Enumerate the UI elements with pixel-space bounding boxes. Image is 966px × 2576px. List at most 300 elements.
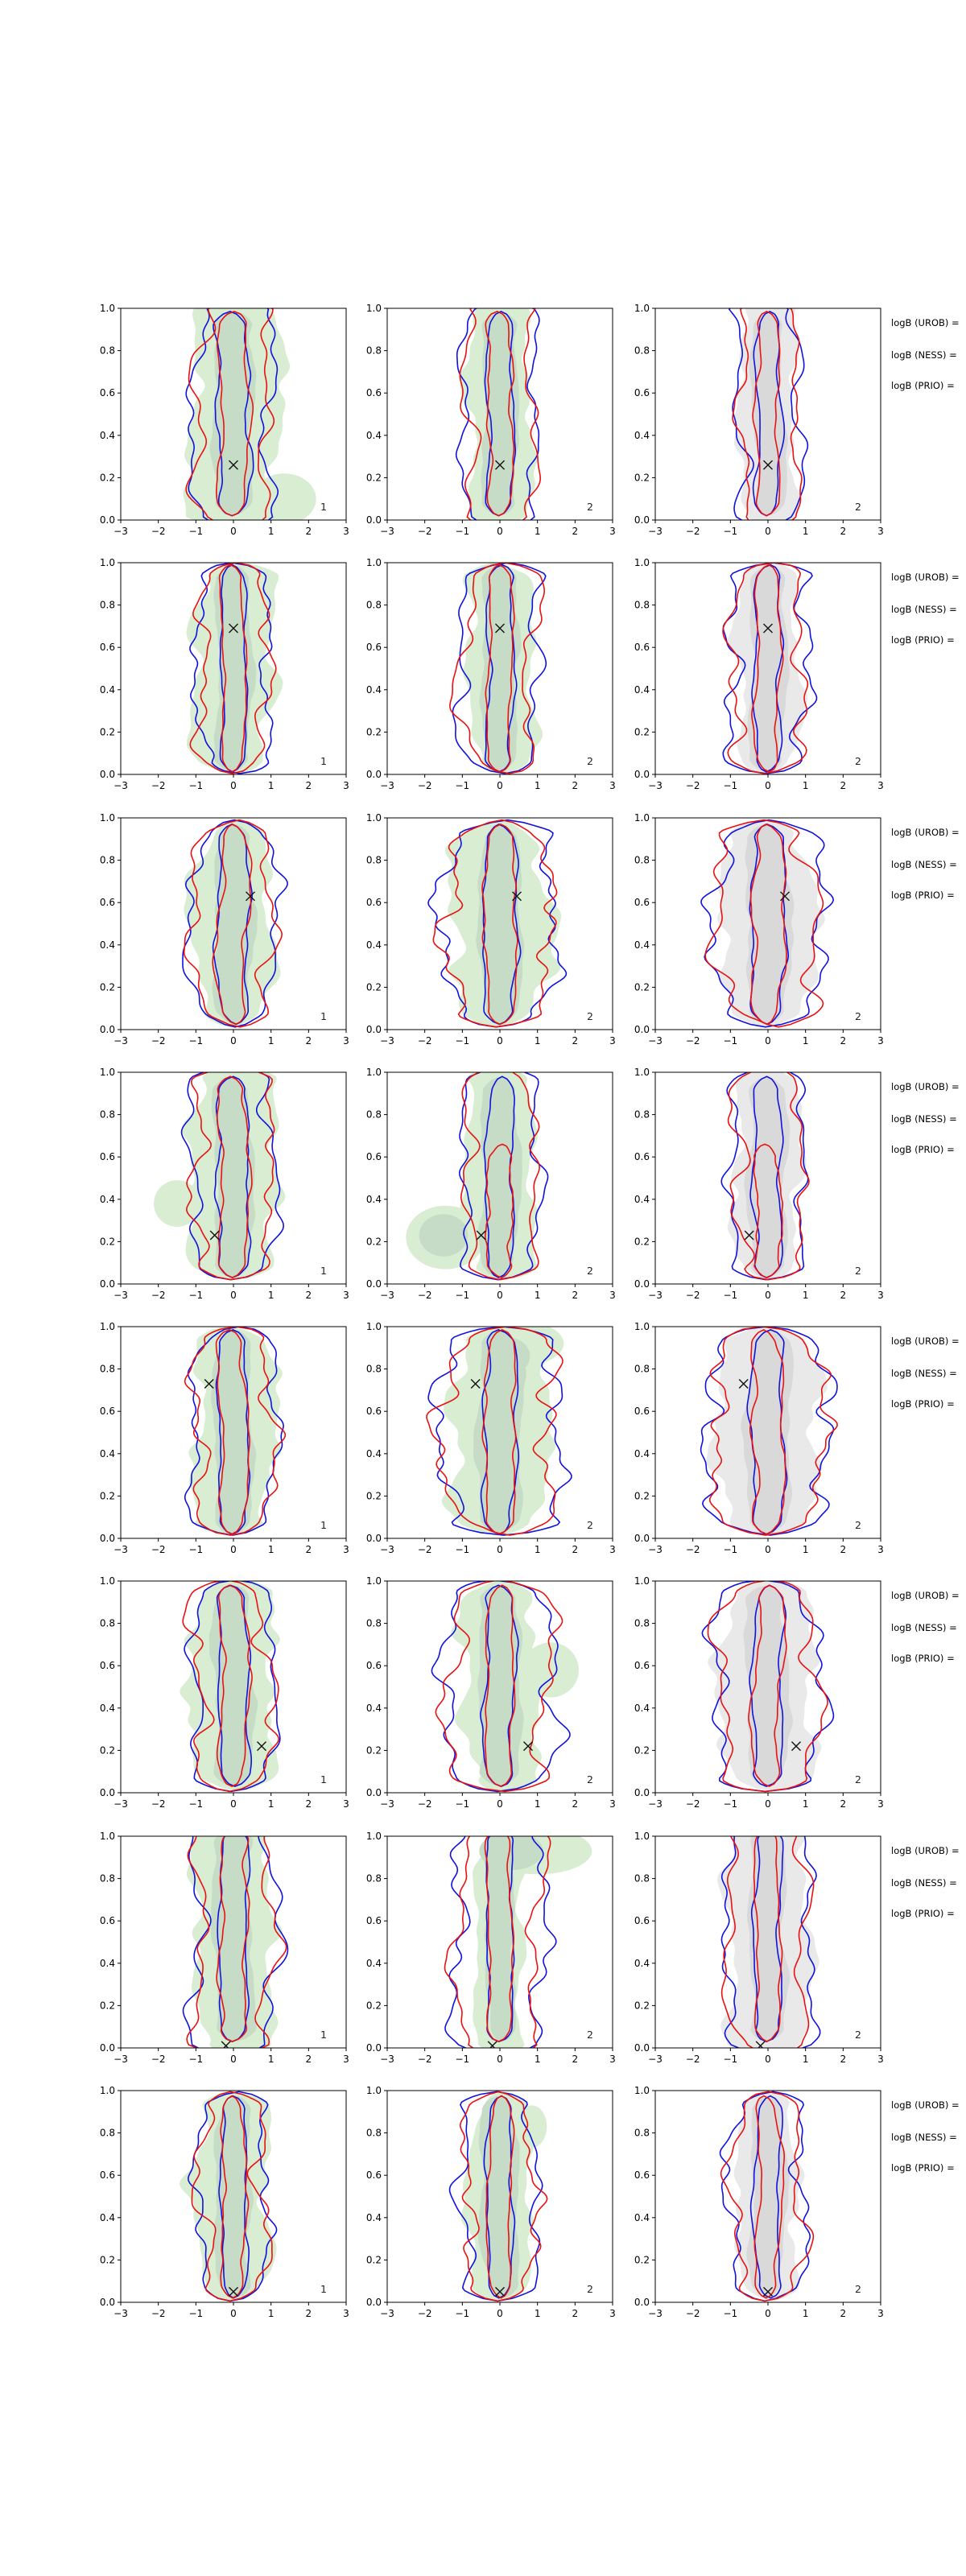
y-tick-label: 1.0 xyxy=(99,1831,115,1842)
y-tick-label: 0.2 xyxy=(365,981,382,993)
y-tick-label: 0.6 xyxy=(365,897,382,909)
y-tick-label: 0.4 xyxy=(365,939,382,951)
y-tick-label: 0.0 xyxy=(634,1533,650,1544)
x-tick-label: 2 xyxy=(840,526,847,537)
x-tick-label: 2 xyxy=(572,2054,579,2065)
y-tick-label: 0.6 xyxy=(634,1660,650,1672)
x-tick-label: −1 xyxy=(455,1798,470,1810)
y-tick-label: 0.4 xyxy=(99,2211,115,2223)
x-tick-label: −1 xyxy=(188,1290,204,1301)
x-tick-label: 3 xyxy=(609,526,616,537)
y-tick-label: 0.0 xyxy=(99,1787,115,1798)
y-tick-label: 0.8 xyxy=(99,345,115,357)
y-tick-label: 0.6 xyxy=(99,897,115,909)
y-tick-label: 0.2 xyxy=(634,472,650,484)
x-tick-label: −2 xyxy=(685,526,700,537)
x-tick-label: 0 xyxy=(765,2054,771,2065)
x-tick-label: −2 xyxy=(417,1290,432,1301)
x-tick-label: −1 xyxy=(723,2054,738,2065)
x-tick-label: 1 xyxy=(267,1544,275,1555)
plot-area xyxy=(701,820,833,1027)
x-tick-label: −1 xyxy=(188,1544,204,1555)
x-tick-label: −2 xyxy=(417,526,432,537)
panel-index-label: 2 xyxy=(855,1265,861,1277)
panel-r6-c3 xyxy=(623,1575,889,1820)
x-tick-label: −2 xyxy=(417,2054,432,2065)
x-tick-label: 3 xyxy=(877,526,884,537)
y-tick-label: 0.0 xyxy=(634,1024,650,1035)
y-tick-label: 0.0 xyxy=(365,1024,382,1035)
x-tick-label: −1 xyxy=(723,1290,738,1301)
y-tick-label: 0.4 xyxy=(99,429,115,441)
y-tick-label: 0.2 xyxy=(634,726,650,738)
x-tick-label: 0 xyxy=(497,780,503,791)
x-tick-label: 3 xyxy=(343,1290,349,1301)
x-tick-label: 0 xyxy=(765,1798,771,1810)
side-label-prio-row8: logB (PRIO) = xyxy=(891,2162,955,2174)
y-tick-label: 0.8 xyxy=(634,1363,650,1375)
x-tick-label: −3 xyxy=(380,1290,394,1301)
x-tick-label: 2 xyxy=(305,2054,312,2065)
x-tick-label: −1 xyxy=(455,526,470,537)
y-tick-label: 0.2 xyxy=(365,1236,382,1248)
side-label-ness-row3: logB (NESS) = xyxy=(891,859,957,870)
y-tick-label: 0.2 xyxy=(634,2000,650,2012)
plot-area xyxy=(721,1066,809,1280)
panel-r3-c1 xyxy=(89,811,354,1057)
y-tick-label: 0.2 xyxy=(365,1490,382,1502)
x-tick-label: −3 xyxy=(380,2308,394,2319)
x-tick-label: 2 xyxy=(305,1035,312,1046)
panel-r8-c3 xyxy=(623,2084,889,2330)
side-label-urob-row4: logB (UROB) = xyxy=(891,1081,960,1092)
plot-area xyxy=(180,2091,277,2301)
side-label-ness-row6: logB (NESS) = xyxy=(891,1622,957,1633)
x-tick-label: 3 xyxy=(343,2054,349,2065)
x-tick-label: −1 xyxy=(455,1544,470,1555)
panel-index-label: 2 xyxy=(587,2029,593,2041)
y-tick-label: 0.0 xyxy=(99,1278,115,1290)
x-tick-label: 3 xyxy=(877,2054,884,2065)
x-tick-label: 3 xyxy=(609,2308,616,2319)
density-fill-blob xyxy=(517,2105,547,2148)
x-tick-label: 1 xyxy=(267,1798,275,1810)
x-tick-label: 3 xyxy=(343,1798,349,1810)
panel-r7-c1 xyxy=(89,1830,354,2075)
side-label-prio-row3: logB (PRIO) = xyxy=(891,890,955,901)
panel-index-label: 2 xyxy=(855,1519,861,1531)
side-label-prio-row4: logB (PRIO) = xyxy=(891,1144,955,1155)
panel-index-label: 2 xyxy=(855,1773,861,1785)
y-tick-label: 1.0 xyxy=(365,303,382,314)
panel-r4-c1 xyxy=(89,1066,354,1311)
x-tick-label: 2 xyxy=(840,1290,847,1301)
y-tick-label: 0.4 xyxy=(365,1702,382,1714)
y-tick-label: 0.6 xyxy=(99,1660,115,1672)
x-tick-label: 2 xyxy=(572,1798,579,1810)
y-tick-label: 0.6 xyxy=(365,1915,382,1927)
side-label-urob-row3: logB (UROB) = xyxy=(891,827,960,838)
y-tick-label: 0.4 xyxy=(634,2211,650,2223)
y-tick-label: 0.0 xyxy=(634,1787,650,1798)
y-tick-label: 1.0 xyxy=(634,812,650,824)
x-tick-label: −3 xyxy=(114,1035,128,1046)
y-tick-label: 0.4 xyxy=(365,429,382,441)
y-tick-label: 0.0 xyxy=(99,1533,115,1544)
y-tick-label: 0.4 xyxy=(99,683,115,696)
y-tick-label: 0.8 xyxy=(99,2127,115,2139)
y-tick-label: 0.8 xyxy=(365,2127,382,2139)
x-tick-label: −2 xyxy=(151,2308,166,2319)
x-tick-label: 2 xyxy=(305,780,312,791)
panel-index-label: 2 xyxy=(855,2283,861,2295)
x-tick-label: 2 xyxy=(572,1544,579,1555)
y-tick-label: 0.0 xyxy=(634,1278,650,1290)
x-tick-label: 2 xyxy=(572,1290,579,1301)
x-tick-label: 0 xyxy=(765,1544,771,1555)
x-tick-label: −1 xyxy=(188,2308,204,2319)
y-tick-label: 0.6 xyxy=(365,1660,382,1672)
y-tick-label: 0.0 xyxy=(99,1024,115,1035)
x-tick-label: −1 xyxy=(455,2308,470,2319)
y-tick-label: 0.8 xyxy=(365,1872,382,1885)
plot-area xyxy=(406,1066,547,1280)
y-tick-label: 0.0 xyxy=(365,1533,382,1544)
plot-area xyxy=(428,820,567,1027)
x-tick-label: 0 xyxy=(230,1035,237,1046)
x-tick-label: 0 xyxy=(230,1798,237,1810)
x-tick-label: −2 xyxy=(151,1290,166,1301)
y-tick-label: 0.6 xyxy=(634,1915,650,1927)
x-tick-label: 1 xyxy=(267,780,275,791)
x-tick-label: 2 xyxy=(305,1798,312,1810)
x-tick-label: 3 xyxy=(343,780,349,791)
panel-index-label: 1 xyxy=(320,755,327,767)
x-tick-label: −3 xyxy=(114,1290,128,1301)
x-tick-label: 3 xyxy=(609,1290,616,1301)
y-tick-label: 0.8 xyxy=(634,599,650,611)
y-tick-label: 1.0 xyxy=(99,2085,115,2096)
plot-area xyxy=(184,302,316,529)
plot-area xyxy=(702,1580,833,1792)
density-fill-blob-inner xyxy=(419,1214,469,1257)
x-tick-label: −2 xyxy=(151,2054,166,2065)
panel-index-label: 2 xyxy=(587,1010,593,1022)
x-tick-label: −3 xyxy=(114,1544,128,1555)
y-tick-label: 0.0 xyxy=(99,2297,115,2308)
x-tick-label: 2 xyxy=(840,1798,847,1810)
side-label-urob-row7: logB (UROB) = xyxy=(891,1845,960,1856)
plot-area xyxy=(187,563,283,774)
y-tick-label: 1.0 xyxy=(365,1321,382,1332)
x-tick-label: 1 xyxy=(802,1798,809,1810)
y-tick-label: 1.0 xyxy=(365,1067,382,1078)
x-tick-label: −2 xyxy=(685,1798,700,1810)
y-tick-label: 0.0 xyxy=(365,2042,382,2054)
x-tick-label: 2 xyxy=(840,780,847,791)
y-tick-label: 0.6 xyxy=(99,642,115,654)
y-tick-label: 1.0 xyxy=(365,1831,382,1842)
panel-r1-c3 xyxy=(623,302,889,547)
x-tick-label: −3 xyxy=(648,1290,663,1301)
y-tick-label: 0.8 xyxy=(365,1617,382,1629)
x-tick-label: 2 xyxy=(572,2308,579,2319)
y-tick-label: 0.4 xyxy=(365,1957,382,1969)
y-tick-label: 1.0 xyxy=(634,557,650,568)
side-label-urob-row6: logB (UROB) = xyxy=(891,1590,960,1601)
x-tick-label: 1 xyxy=(802,1544,809,1555)
y-tick-label: 1.0 xyxy=(634,1067,650,1078)
x-tick-label: 3 xyxy=(609,1798,616,1810)
x-tick-label: −2 xyxy=(151,1798,166,1810)
x-tick-label: −3 xyxy=(114,1798,128,1810)
y-tick-label: 0.6 xyxy=(99,2169,115,2182)
x-tick-label: −2 xyxy=(685,1035,700,1046)
x-tick-label: −3 xyxy=(648,1798,663,1810)
x-tick-label: 0 xyxy=(765,1035,771,1046)
x-tick-label: −3 xyxy=(380,2054,394,2065)
x-tick-label: −1 xyxy=(188,1798,204,1810)
x-tick-label: 0 xyxy=(497,1544,503,1555)
y-tick-label: 0.4 xyxy=(99,1447,115,1459)
x-tick-label: 3 xyxy=(877,1798,884,1810)
x-tick-label: 1 xyxy=(267,2054,275,2065)
side-label-ness-row1: logB (NESS) = xyxy=(891,349,957,361)
panel-r8-c2 xyxy=(355,2084,621,2330)
y-tick-label: 0.0 xyxy=(99,2042,115,2054)
x-tick-label: 0 xyxy=(765,1290,771,1301)
y-tick-label: 0.0 xyxy=(634,769,650,780)
x-tick-label: 1 xyxy=(534,1544,541,1555)
x-tick-label: 2 xyxy=(840,2308,847,2319)
side-label-prio-row1: logB (PRIO) = xyxy=(891,380,955,391)
y-tick-label: 0.4 xyxy=(365,2211,382,2223)
x-tick-label: −2 xyxy=(151,1544,166,1555)
panel-index-label: 2 xyxy=(855,2029,861,2041)
x-tick-label: 3 xyxy=(877,1035,884,1046)
panel-index-label: 1 xyxy=(320,2029,327,2041)
x-tick-label: −3 xyxy=(648,2054,663,2065)
y-tick-label: 0.2 xyxy=(365,472,382,484)
x-tick-label: 0 xyxy=(230,1544,237,1555)
y-tick-label: 0.0 xyxy=(365,769,382,780)
density-fill-blob-inner xyxy=(485,1337,530,1375)
panel-index-label: 2 xyxy=(587,1519,593,1531)
y-tick-label: 0.4 xyxy=(634,429,650,441)
side-label-urob-row2: logB (UROB) = xyxy=(891,572,960,583)
y-tick-label: 0.8 xyxy=(99,1363,115,1375)
y-tick-label: 0.4 xyxy=(99,1702,115,1714)
y-tick-label: 0.6 xyxy=(365,387,382,399)
y-tick-label: 0.2 xyxy=(634,2254,650,2266)
x-tick-label: 3 xyxy=(877,2308,884,2319)
y-tick-label: 1.0 xyxy=(99,1575,115,1587)
y-tick-label: 0.6 xyxy=(634,1151,650,1163)
y-tick-label: 0.2 xyxy=(99,472,115,484)
y-tick-label: 0.2 xyxy=(634,1744,650,1757)
x-tick-label: 1 xyxy=(534,2308,541,2319)
x-tick-label: 3 xyxy=(877,780,884,791)
x-tick-label: 1 xyxy=(802,1290,809,1301)
side-label-ness-row2: logB (NESS) = xyxy=(891,604,957,615)
y-tick-label: 1.0 xyxy=(365,812,382,824)
x-tick-label: −1 xyxy=(188,1035,204,1046)
plot-area xyxy=(185,1327,286,1535)
x-tick-label: 1 xyxy=(802,2054,809,2065)
y-tick-label: 0.8 xyxy=(634,1617,650,1629)
y-tick-label: 0.8 xyxy=(634,2127,650,2139)
y-tick-label: 1.0 xyxy=(99,1321,115,1332)
y-tick-label: 0.4 xyxy=(634,1193,650,1205)
x-tick-label: −3 xyxy=(648,1035,663,1046)
y-tick-label: 0.6 xyxy=(99,1915,115,1927)
x-tick-label: 1 xyxy=(534,526,541,537)
panel-index-label: 1 xyxy=(320,1010,327,1022)
y-tick-label: 0.6 xyxy=(365,1406,382,1418)
plot-area xyxy=(456,302,541,529)
y-tick-label: 0.0 xyxy=(634,2297,650,2308)
x-tick-label: −3 xyxy=(380,1798,394,1810)
side-label-urob-row1: logB (UROB) = xyxy=(891,317,960,328)
plot-area xyxy=(723,563,817,774)
x-tick-label: 0 xyxy=(230,526,237,537)
plot-area xyxy=(445,1830,592,2057)
side-label-urob-row8: logB (UROB) = xyxy=(891,2099,960,2111)
y-tick-label: 1.0 xyxy=(634,1575,650,1587)
panel-r1-c1 xyxy=(89,302,354,547)
plot-area xyxy=(450,2091,547,2301)
x-tick-label: 1 xyxy=(802,1035,809,1046)
y-tick-label: 0.2 xyxy=(365,726,382,738)
y-tick-label: 0.4 xyxy=(99,939,115,951)
y-tick-label: 0.0 xyxy=(365,514,382,526)
x-tick-label: 0 xyxy=(765,780,771,791)
x-tick-label: 0 xyxy=(497,1035,503,1046)
y-tick-label: 0.6 xyxy=(365,2169,382,2182)
x-tick-label: −1 xyxy=(188,526,204,537)
x-tick-label: 1 xyxy=(802,526,809,537)
y-tick-label: 0.8 xyxy=(99,1108,115,1121)
y-tick-label: 1.0 xyxy=(99,303,115,314)
x-tick-label: 1 xyxy=(802,780,809,791)
plot-area xyxy=(183,820,287,1027)
side-label-ness-row4: logB (NESS) = xyxy=(891,1113,957,1125)
side-label-ness-row7: logB (NESS) = xyxy=(891,1877,957,1889)
panel-r3-c3 xyxy=(623,811,889,1057)
x-tick-label: −2 xyxy=(685,2054,700,2065)
y-tick-label: 1.0 xyxy=(365,1575,382,1587)
plot-area xyxy=(729,302,808,529)
x-tick-label: 1 xyxy=(802,2308,809,2319)
panel-r5-c2 xyxy=(355,1320,621,1566)
plot-area xyxy=(720,2091,814,2301)
y-tick-label: 0.2 xyxy=(99,1490,115,1502)
x-tick-label: −2 xyxy=(417,780,432,791)
x-tick-label: −2 xyxy=(417,1798,432,1810)
x-tick-label: −1 xyxy=(455,1035,470,1046)
y-tick-label: 0.8 xyxy=(365,1108,382,1121)
panel-index-label: 2 xyxy=(587,755,593,767)
x-tick-label: 3 xyxy=(877,1290,884,1301)
plot-area xyxy=(154,1066,285,1280)
y-tick-label: 0.6 xyxy=(634,1406,650,1418)
panel-index-label: 2 xyxy=(855,755,861,767)
panel-r1-c2 xyxy=(355,302,621,547)
x-tick-label: 1 xyxy=(534,1798,541,1810)
y-tick-label: 0.6 xyxy=(634,897,650,909)
y-tick-label: 0.0 xyxy=(365,1787,382,1798)
plot-area xyxy=(717,1830,820,2057)
y-tick-label: 1.0 xyxy=(365,2085,382,2096)
x-tick-label: 0 xyxy=(497,2054,503,2065)
x-tick-label: −3 xyxy=(380,526,394,537)
x-tick-label: 3 xyxy=(343,1035,349,1046)
y-tick-label: 0.2 xyxy=(99,2254,115,2266)
panel-r7-c2 xyxy=(355,1830,621,2075)
y-tick-label: 0.6 xyxy=(634,642,650,654)
x-tick-label: −1 xyxy=(723,1544,738,1555)
x-tick-label: −1 xyxy=(723,1035,738,1046)
y-tick-label: 0.2 xyxy=(99,2000,115,2012)
x-tick-label: 2 xyxy=(305,1290,312,1301)
x-tick-label: 2 xyxy=(840,1544,847,1555)
x-tick-label: −2 xyxy=(151,780,166,791)
y-tick-label: 0.6 xyxy=(365,1151,382,1163)
y-tick-label: 0.0 xyxy=(634,514,650,526)
y-tick-label: 0.4 xyxy=(365,683,382,696)
y-tick-label: 0.8 xyxy=(99,1617,115,1629)
y-tick-label: 0.6 xyxy=(634,387,650,399)
y-tick-label: 0.0 xyxy=(99,769,115,780)
y-tick-label: 1.0 xyxy=(365,557,382,568)
x-tick-label: 1 xyxy=(534,1290,541,1301)
x-tick-label: −3 xyxy=(648,2308,663,2319)
x-tick-label: 3 xyxy=(609,1544,616,1555)
panel-r2-c3 xyxy=(623,556,889,802)
x-tick-label: −1 xyxy=(723,2308,738,2319)
y-tick-label: 0.8 xyxy=(634,1872,650,1885)
y-tick-label: 1.0 xyxy=(634,1831,650,1842)
x-tick-label: −3 xyxy=(380,780,394,791)
x-tick-label: 3 xyxy=(343,526,349,537)
x-tick-label: −2 xyxy=(417,1544,432,1555)
x-tick-label: −1 xyxy=(455,1290,470,1301)
x-tick-label: 1 xyxy=(534,2054,541,2065)
x-tick-label: −3 xyxy=(648,526,663,537)
x-tick-label: 3 xyxy=(877,1544,884,1555)
x-tick-label: −2 xyxy=(685,1544,700,1555)
x-tick-label: 1 xyxy=(534,1035,541,1046)
plot-area xyxy=(450,563,546,774)
x-tick-label: −3 xyxy=(648,1544,663,1555)
plot-area xyxy=(701,1327,838,1535)
x-tick-label: −1 xyxy=(455,2054,470,2065)
x-tick-label: 0 xyxy=(230,780,237,791)
x-tick-label: −2 xyxy=(685,780,700,791)
y-tick-label: 0.8 xyxy=(365,1363,382,1375)
x-tick-label: 2 xyxy=(840,2054,847,2065)
x-tick-label: −1 xyxy=(188,780,204,791)
y-tick-label: 0.6 xyxy=(365,642,382,654)
y-tick-label: 1.0 xyxy=(99,1067,115,1078)
x-tick-label: −2 xyxy=(151,1035,166,1046)
x-tick-label: −2 xyxy=(685,2308,700,2319)
y-tick-label: 0.6 xyxy=(634,2169,650,2182)
x-tick-label: −3 xyxy=(648,780,663,791)
x-tick-label: −2 xyxy=(417,1035,432,1046)
y-tick-label: 0.4 xyxy=(634,1957,650,1969)
y-tick-label: 0.8 xyxy=(365,599,382,611)
